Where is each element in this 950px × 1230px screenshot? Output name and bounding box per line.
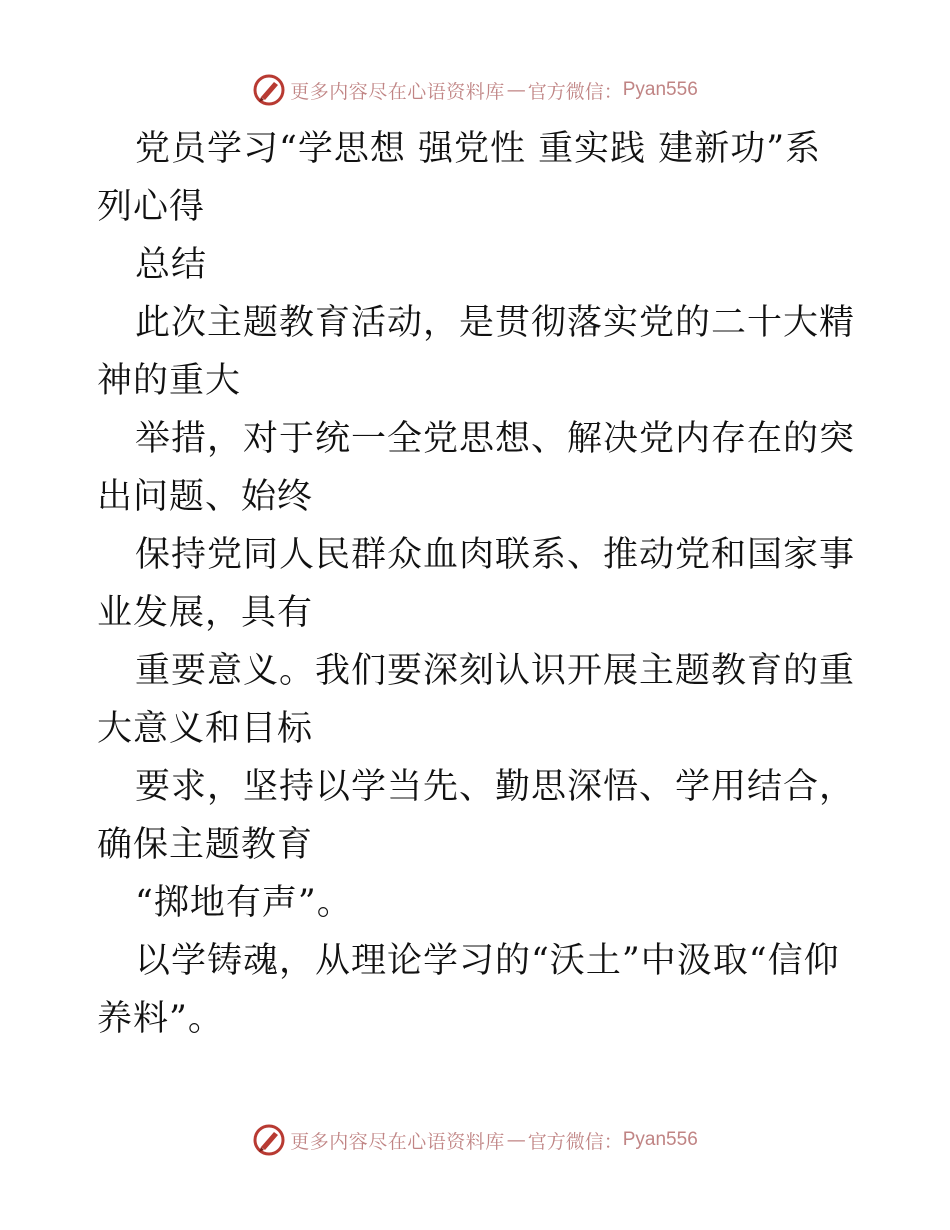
- banner-dash: —: [506, 1129, 526, 1151]
- banner-dash: —: [506, 79, 526, 101]
- wechat-label: 官方微信：: [527, 80, 623, 103]
- wechat-id: Pyan556: [622, 79, 698, 100]
- header-banner: [0, 70, 950, 110]
- logo-icon: [252, 1123, 286, 1157]
- paragraph: 举措，对于统一全党思想、解决党内存在的突出问题、始终: [97, 419, 856, 517]
- paragraph: 重要意义。我们要深刻认识开展主题教育的重大意义和目标: [97, 651, 856, 749]
- document-title: 党员学习“学思想 强党性 重实践 建新功”系列心得: [97, 129, 822, 227]
- paragraph: “掷地有声”。: [135, 883, 353, 923]
- paragraph: 此次主题教育活动，是贯彻落实党的二十大精神的重大: [97, 303, 856, 401]
- wechat-id: Pyan556: [622, 1129, 698, 1150]
- document-body: [97, 120, 857, 1048]
- paragraph: 要求，坚持以学当先、勤思深悟、学用结合，确保主题教育: [97, 767, 856, 865]
- banner-slogan: 更多内容尽在心语资料库: [290, 1130, 505, 1153]
- wechat-label: 官方微信：: [527, 1130, 623, 1153]
- banner-slogan: 更多内容尽在心语资料库: [290, 80, 505, 103]
- paragraph: 保持党同人民群众血肉联系、推动党和国家事业发展，具有: [97, 535, 856, 633]
- paragraph: 以学铸魂，从理论学习的“沃土”中汲取“信仰养料”。: [97, 941, 840, 1039]
- logo-icon: [252, 73, 286, 107]
- paragraph: 总结: [135, 245, 208, 285]
- footer-banner: [0, 1120, 950, 1160]
